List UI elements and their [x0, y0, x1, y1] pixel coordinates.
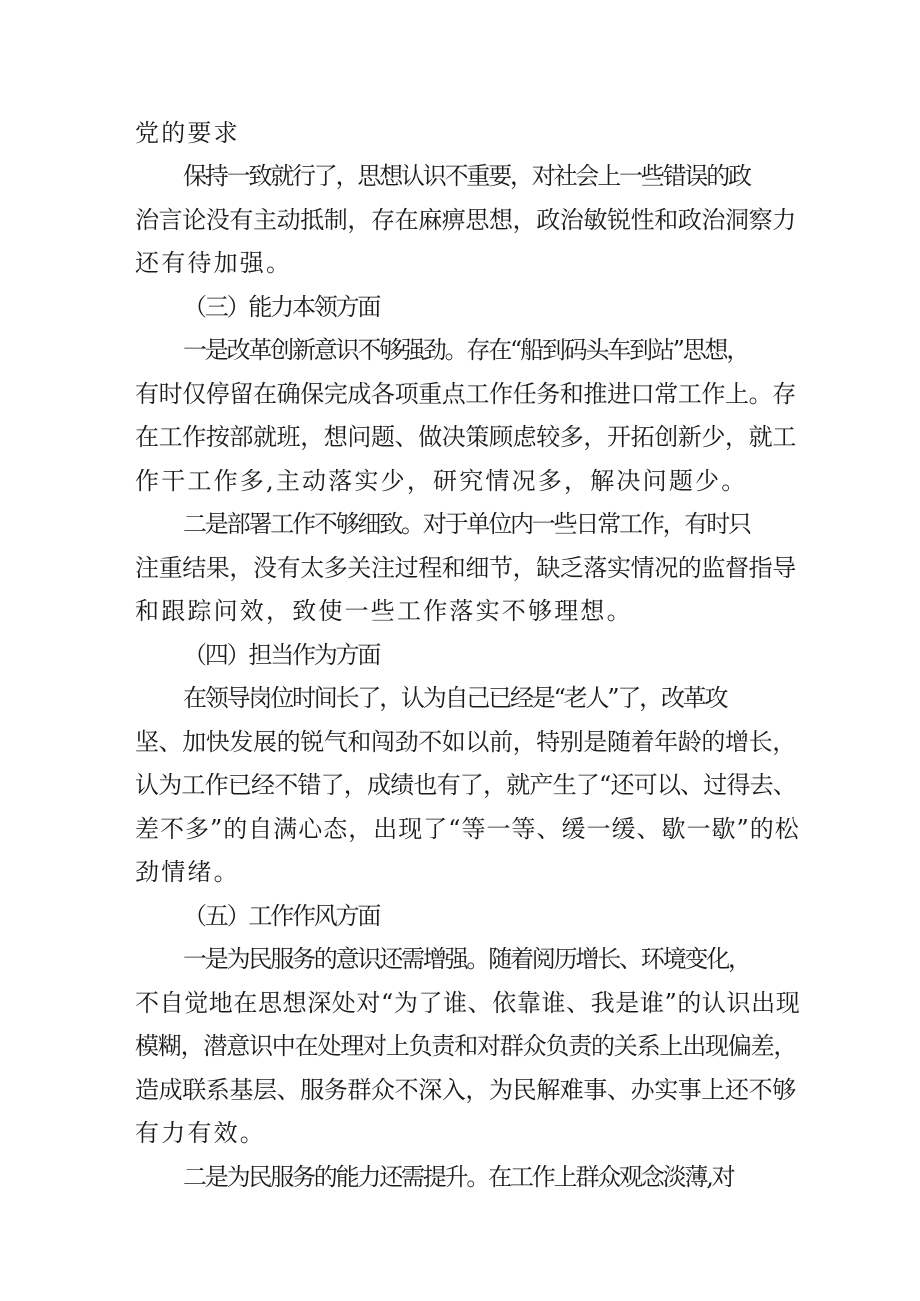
text-line: 党的要求	[135, 119, 240, 147]
text-line: 坚、加快发展的锐气和闯劲不如以前，特别是随着年龄的增长，	[135, 728, 796, 756]
text-line: 一是为民服务的意识还需增强。随着阅历增长、环境变化，	[183, 945, 750, 973]
section-heading-3: （三）能力本领方面	[183, 293, 380, 321]
text-line: 差不多”的自满心态，出现了“等一等、缓一缓、歇一歇”的松	[135, 815, 800, 843]
text-line: 有时仅停留在确保完成各项重点工作任务和推进口常工作上。存	[135, 380, 796, 408]
text-line: 在领导岗位时间长了，认为自己已经是“老人”了，改革攻	[183, 684, 727, 712]
section-heading-5: （五）工作作风方面	[183, 902, 380, 930]
text-line: 作干工作多,主动落实少，研究情况多，解决问题少。	[135, 467, 748, 495]
text-line: 劲情绪。	[135, 858, 240, 886]
text-line: 二是为民服务的能力还需提升。在工作上群众观念淡薄,对	[183, 1163, 734, 1191]
text-line: 还有待加强。	[135, 249, 293, 277]
text-line: 有力有效。	[135, 1119, 266, 1147]
text-line: 模糊，潜意识中在处理对上负责和对群众负责的关系上出现偏差，	[135, 1032, 797, 1060]
text-line: 二是部署工作不够细致。对于单位内一些日常工作，有时只	[183, 510, 750, 538]
text-line: 认为工作已经不错了，成绩也有了，就产生了“还可以、过得去、	[135, 771, 797, 799]
text-line: 不自觉地在思想深处对“为了谁、依靠谁、我是谁”的认识出现	[135, 989, 801, 1017]
text-line: 注重结果，没有太多关注过程和细节，缺乏落实情况的监督指导	[135, 554, 796, 582]
text-line: 造成联系基层、服务群众不深入，为民解难事、办实事上还不够	[135, 1076, 796, 1104]
text-line: 一是改革创新意识不够强劲。存在“船到码头车到站”思想，	[183, 336, 749, 364]
section-heading-4: （四）担当作为方面	[183, 641, 380, 669]
text-line: 在工作按部就班，想问题、做决策顾虑较多，开拓创新少，就工	[135, 423, 796, 451]
text-line: 治言论没有主动抵制，存在麻痹思想，政治敏锐性和政治洞察力	[135, 206, 796, 234]
text-line: 保持一致就行了，思想认识不重要，对社会上一些错误的政	[183, 162, 750, 190]
text-line: 和跟踪问效，致使一些工作落实不够理想。	[135, 597, 633, 625]
